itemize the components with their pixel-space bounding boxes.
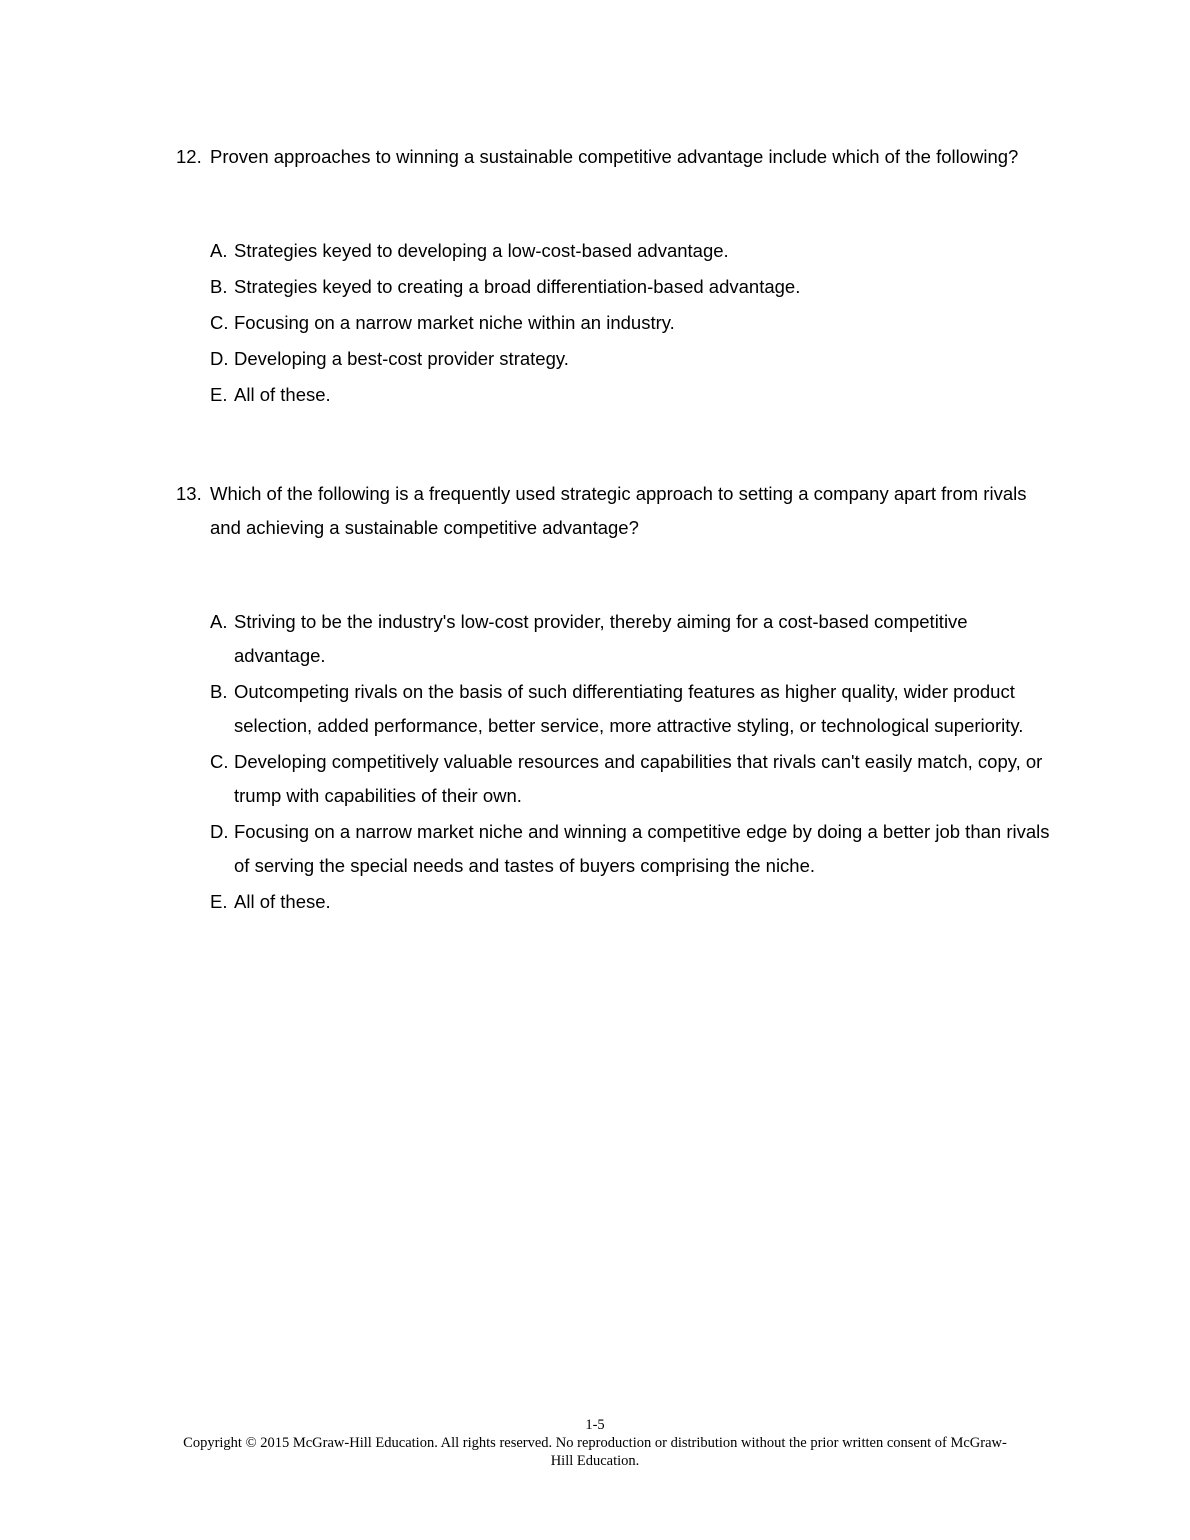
page-number: 1-5 xyxy=(585,1417,605,1433)
option-letter: E. xyxy=(210,384,228,405)
question-text: Proven approaches to winning a sustainable competitive advantage include which of the following? xyxy=(210,146,1019,167)
option-text: Strategies keyed to creating a broad differentiation-based advantage. xyxy=(234,276,801,297)
answer-option-d xyxy=(210,815,1056,883)
option-letter: A. xyxy=(210,611,228,632)
option-text: Strategies keyed to developing a low-cost-based advantage. xyxy=(234,240,729,261)
answer-option-b xyxy=(210,675,1056,743)
option-letter: A. xyxy=(210,240,228,261)
page-footer xyxy=(0,1416,1190,1470)
question-stem xyxy=(176,477,1056,545)
option-text: Developing a best-cost provider strategy. xyxy=(234,348,569,369)
question-stem xyxy=(176,140,1056,174)
option-text: Developing competitively valuable resources and capabilities that rivals can't easily match, copy, or trump with capabilities of their own. xyxy=(234,751,1043,806)
answer-option-c xyxy=(210,306,1056,340)
answer-option-b xyxy=(210,270,1056,304)
question-number: 12. xyxy=(176,146,202,167)
answer-option-e xyxy=(210,378,1056,412)
option-letter: C. xyxy=(210,312,229,333)
answer-option-a xyxy=(210,605,1056,673)
answer-option-e xyxy=(210,885,1056,919)
answer-option-d xyxy=(210,342,1056,376)
option-text: Outcompeting rivals on the basis of such differentiating features as higher quality, wider product selection, added performance, better service, more attractive styling, or technological superiority. xyxy=(234,681,1024,736)
option-letter: E. xyxy=(210,891,228,912)
option-letter: C. xyxy=(210,751,229,772)
question-12 xyxy=(176,140,1056,414)
option-text: Focusing on a narrow market niche and winning a competitive edge by doing a better job than rivals of serving the special needs and tastes of buyers comprising the niche. xyxy=(234,821,1050,876)
option-letter: B. xyxy=(210,681,228,702)
option-letter: D. xyxy=(210,348,229,369)
answer-option-a xyxy=(210,234,1056,268)
copyright-notice: Copyright © 2015 McGraw-Hill Education. All rights reserved. No reproduction or distribution without the prior written consent of McGraw-Hill Education. xyxy=(183,1435,1007,1469)
option-text: All of these. xyxy=(234,891,331,912)
option-text: Striving to be the industry's low-cost provider, thereby aiming for a cost-based competitive advantage. xyxy=(234,611,968,666)
answer-options xyxy=(176,234,1056,412)
answer-options xyxy=(176,605,1056,919)
option-letter: D. xyxy=(210,821,229,842)
question-13 xyxy=(176,477,1056,921)
answer-option-c xyxy=(210,745,1056,813)
option-text: All of these. xyxy=(234,384,331,405)
option-text: Focusing on a narrow market niche within an industry. xyxy=(234,312,675,333)
question-text: Which of the following is a frequently used strategic approach to setting a company apart from rivals and achieving a sustainable competitive advantage? xyxy=(210,483,1027,538)
question-number: 13. xyxy=(176,483,202,504)
option-letter: B. xyxy=(210,276,228,297)
